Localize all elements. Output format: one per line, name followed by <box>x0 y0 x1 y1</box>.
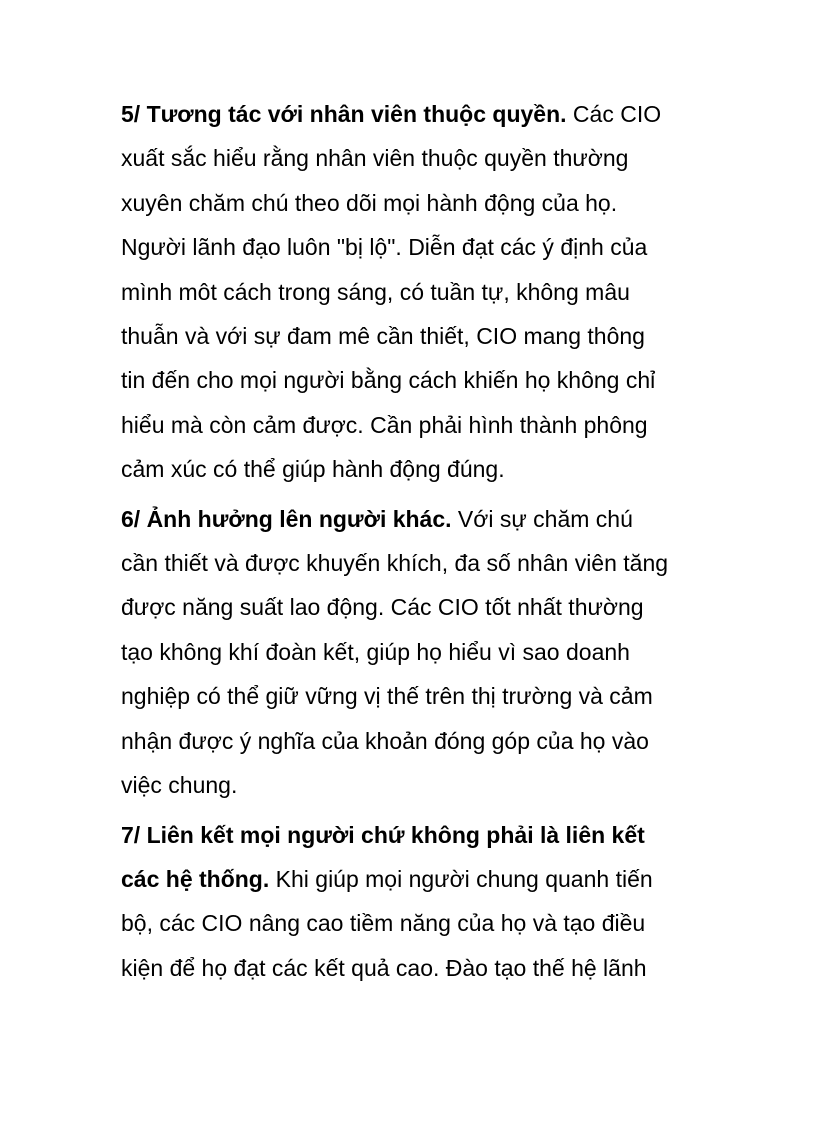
paragraph-5-text: Các CIO <box>566 101 662 127</box>
paragraph-7-line-2 <box>121 857 701 901</box>
paragraph-6-line-1 <box>121 497 701 541</box>
paragraph-5 <box>121 92 701 492</box>
paragraph-6-line: cần thiết và được khuyến khích, đa số nhân viên tăng <box>121 550 669 577</box>
paragraph-5-line: xuất sắc hiểu rằng nhân viên thuộc quyền thường <box>121 145 629 172</box>
paragraph-5-heading: 5/ Tương tác với nhân viên thuộc quyền. <box>121 101 567 127</box>
paragraph-7-line: bộ, các CIO nâng cao tiềm năng của họ và tạo điều <box>121 910 646 937</box>
paragraph-6-heading: 6/ Ảnh hưởng lên người khác. <box>121 505 452 532</box>
paragraph-7-heading: 7/ Liên kết mọi người chứ không phải là liên kết <box>121 821 645 848</box>
paragraph-7-text: Khi giúp mọi người chung quanh tiến <box>269 865 653 892</box>
document-body <box>121 92 701 995</box>
paragraph-5-line: Người lãnh đạo luôn "bị lộ". Diễn đạt các ý định của <box>121 234 648 261</box>
paragraph-7 <box>121 813 701 991</box>
paragraph-6-line: việc chung. <box>121 772 238 799</box>
paragraph-5-line-1 <box>121 92 701 136</box>
paragraph-5-line: xuyên chăm chú theo dõi mọi hành động của họ. <box>121 189 618 216</box>
paragraph-6-line: nhận được ý nghĩa của khoản đóng góp của họ vào <box>121 727 649 754</box>
paragraph-6 <box>121 497 701 808</box>
paragraph-6-line: tạo không khí đoàn kết, giúp họ hiểu vì sao doanh <box>121 638 630 665</box>
paragraph-5-line: cảm xúc có thể giúp hành động đúng. <box>121 456 505 483</box>
paragraph-7-heading-cont: các hệ thống. <box>121 865 270 892</box>
paragraph-6-line: được năng suất lao động. Các CIO tốt nhất thường <box>121 594 644 621</box>
paragraph-5-line: thuẫn và với sự đam mê cần thiết, CIO mang thông <box>121 323 645 350</box>
paragraph-5-line: hiểu mà còn cảm được. Cần phải hình thành phông <box>121 411 648 438</box>
paragraph-6-line: nghiệp có thể giữ vững vị thế trên thị trường và cảm <box>121 683 653 710</box>
paragraph-7-line: kiện để họ đạt các kết quả cao. Đào tạo thế hệ lãnh <box>121 954 647 981</box>
paragraph-5-line: mình môt cách trong sáng, có tuần tự, không mâu <box>121 278 630 305</box>
paragraph-5-line: tin đến cho mọi người bằng cách khiến họ không chỉ <box>121 367 656 394</box>
paragraph-6-text: Với sự chăm chú <box>451 505 633 532</box>
